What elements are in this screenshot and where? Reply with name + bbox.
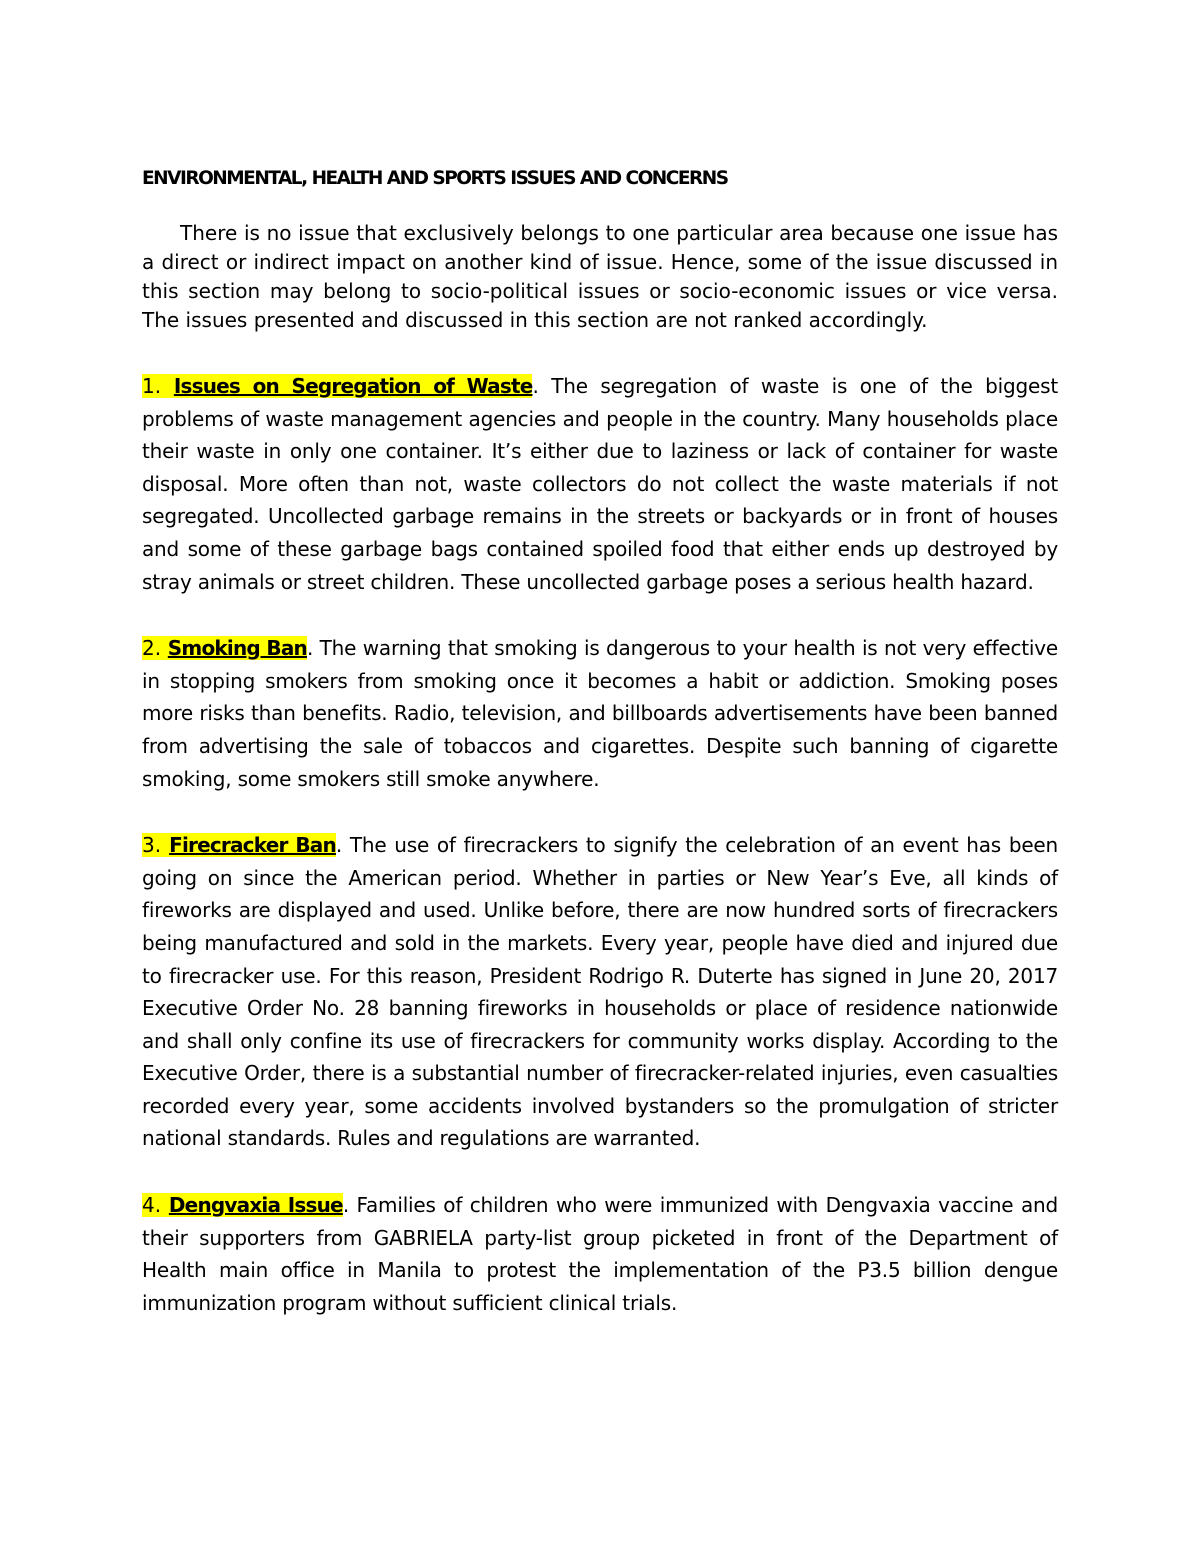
issue-item-2	[142, 632, 1058, 795]
issue-number: 2.	[142, 636, 162, 661]
issue-title: Issues on Segregation of Waste	[173, 374, 533, 398]
issue-body: . The segregation of waste is one of the biggest problems of waste management agencies and people in the country. Many households place their waste in only one container. It’s either due to laziness or lack of container for waste disposal. More often than not, waste collectors do not collect the waste materials if not segregated. Uncollected garbage remains in the streets or backyards or in front of houses and some of these garbage bags contained spoiled food that either ends up destroyed by stray animals or street children. These uncollected garbage poses a serious health hazard.	[142, 374, 1058, 594]
issue-number: 1.	[142, 374, 162, 398]
intro-paragraph: There is no issue that exclusively belongs to one particular area because one issue has a direct or indirect impact on another kind of issue. Hence, some of the issue discussed in this section may belong to socio-political issues or socio-economic issues or vice versa. The issues presented and discussed in this section are not ranked accordingly.	[142, 221, 1058, 332]
issue-item-3	[142, 829, 1058, 1155]
issue-item-4	[142, 1189, 1058, 1319]
issue-number-space	[161, 833, 169, 857]
issue-body: . Families of children who were immunized with Dengvaxia vaccine and their supporters from GABRIELA party-list group picketed in front of the Department of Health main office in Manila to protest the implementation of the P3.5 billion dengue immunization program without sufficient clinical trials.	[142, 1193, 1058, 1315]
issue-number: 4.	[142, 1193, 162, 1218]
issue-number-space	[161, 636, 168, 660]
issue-title: Dengvaxia Issue	[168, 1193, 343, 1218]
issue-number: 3.	[142, 833, 162, 858]
document-page	[142, 168, 1058, 1353]
issue-title: Smoking Ban	[167, 636, 307, 661]
document-title: ENVIRONMENTAL, HEALTH AND SPORTS ISSUES AND CONCERNS	[142, 168, 728, 189]
issue-body: . The warning that smoking is dangerous to your health is not very effective in stopping smokers from smoking once it becomes a habit or addiction. Smoking poses more risks than benefits. Radio, television, and billboards advertisements have been banned from advertising the sale of tobaccos and cigarettes. Despite such banning of cigarette smoking, some smokers still smoke anywhere.	[142, 636, 1058, 791]
issue-number-space	[161, 1193, 169, 1217]
issue-item-1	[142, 370, 1058, 598]
issue-body: . The use of firecrackers to signify the celebration of an event has been going on since the American period. Whether in parties or New Year’s Eve, all kinds of fireworks are displayed and used. Unlike before, there are now hundred sorts of firecrackers being manufactured and sold in the markets. Every year, people have died and injured due to firecracker use. For this reason, President Rodrigo R. Duterte has signed in June 20, 2017 Executive Order No. 28 banning fireworks in households or place of residence nationwide and shall only confine its use of firecrackers for community works display. According to the Executive Order, there is a substantial number of firecracker-related injuries, even casualties recorded every year, some accidents involved bystanders so the promulgation of stricter national standards. Rules and regulations are warranted.	[142, 833, 1059, 1151]
issue-number-space	[161, 374, 174, 398]
issue-title: Firecracker Ban	[169, 833, 336, 858]
